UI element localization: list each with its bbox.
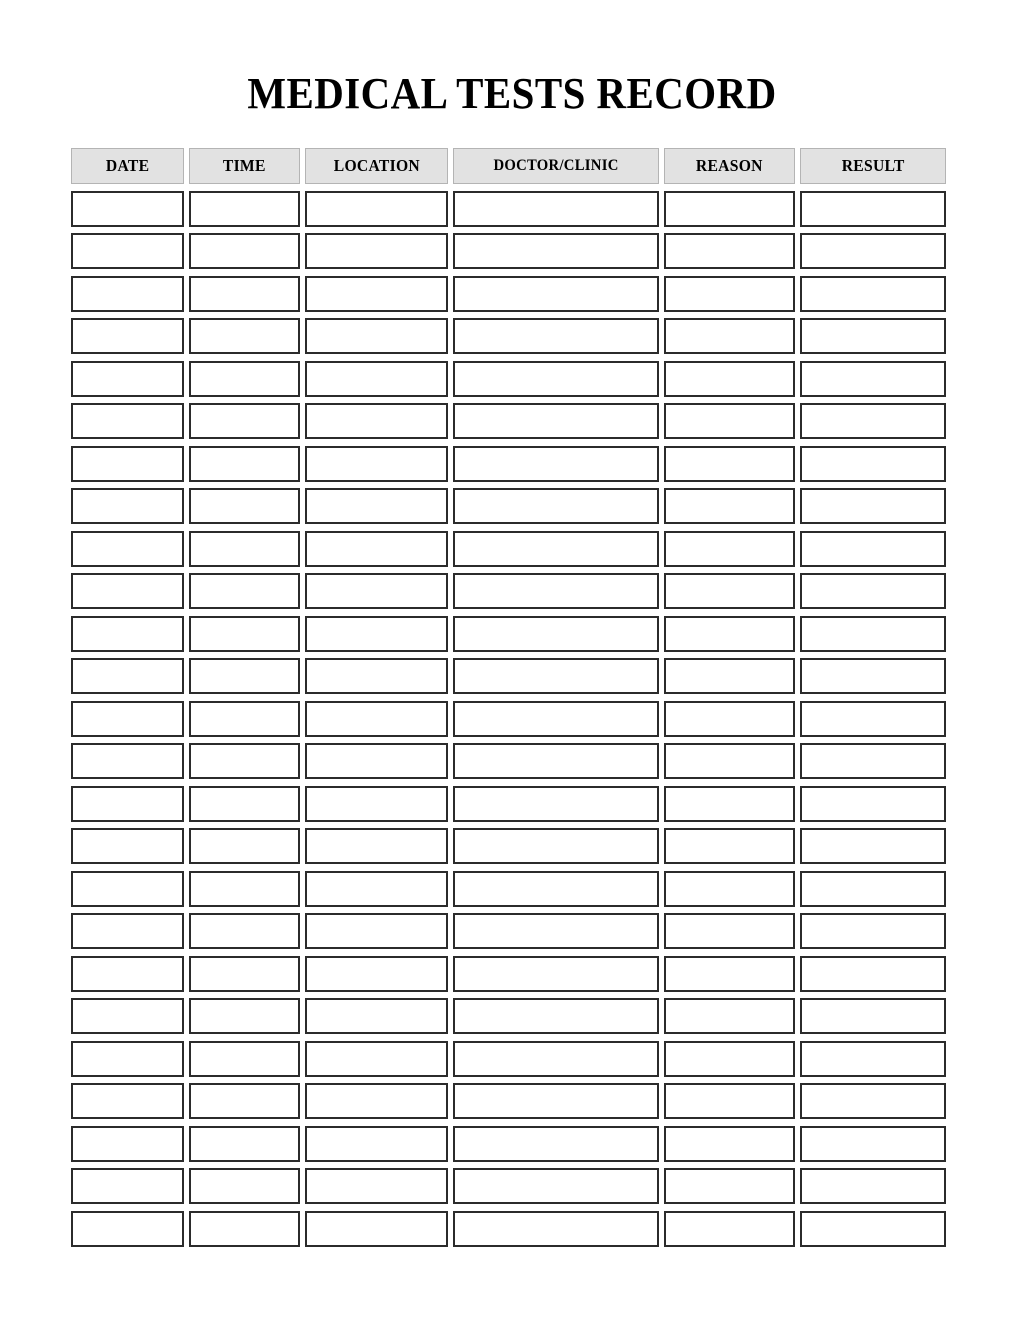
cell-doctor_clinic[interactable] — [453, 701, 659, 737]
cell-doctor_clinic[interactable] — [453, 616, 659, 652]
cell-doctor_clinic[interactable] — [453, 743, 659, 779]
cell-location[interactable] — [305, 616, 448, 652]
cell-reason[interactable] — [664, 318, 795, 354]
cell-reason[interactable] — [664, 616, 795, 652]
cell-doctor_clinic[interactable] — [453, 488, 659, 524]
cell-reason[interactable] — [664, 998, 795, 1034]
table-header-row — [71, 148, 946, 191]
cell-time[interactable] — [189, 446, 300, 482]
cell-date[interactable] — [71, 786, 184, 822]
table-row — [71, 1211, 946, 1254]
cell-doctor_clinic[interactable] — [453, 956, 659, 992]
table-row — [71, 403, 946, 446]
table-row — [71, 701, 946, 744]
cell-location[interactable] — [305, 446, 448, 482]
cell-time[interactable] — [189, 616, 300, 652]
cell-result[interactable] — [800, 1211, 946, 1247]
cell-reason[interactable] — [664, 913, 795, 949]
cell-time[interactable] — [189, 658, 300, 694]
cell-location[interactable] — [305, 276, 448, 312]
cell-date[interactable] — [71, 531, 184, 567]
cell-location[interactable] — [305, 998, 448, 1034]
cell-doctor_clinic[interactable] — [453, 828, 659, 864]
cell-reason[interactable] — [664, 1126, 795, 1162]
cell-time[interactable] — [189, 1211, 300, 1247]
cell-doctor_clinic[interactable] — [453, 531, 659, 567]
cell-reason[interactable] — [664, 828, 795, 864]
cell-doctor_clinic[interactable] — [453, 1168, 659, 1204]
cell-result[interactable] — [800, 1168, 946, 1204]
cell-result[interactable] — [800, 1083, 946, 1119]
cell-location[interactable] — [305, 913, 448, 949]
cell-reason[interactable] — [664, 1168, 795, 1204]
cell-result[interactable] — [800, 1126, 946, 1162]
cell-time[interactable] — [189, 743, 300, 779]
cell-doctor_clinic[interactable] — [453, 276, 659, 312]
cell-date[interactable] — [71, 1083, 184, 1119]
cell-doctor_clinic[interactable] — [453, 913, 659, 949]
cell-doctor_clinic[interactable] — [453, 1126, 659, 1162]
cell-date[interactable] — [71, 616, 184, 652]
cell-time[interactable] — [189, 1041, 300, 1077]
cell-reason[interactable] — [664, 233, 795, 269]
column-header-label: RESULT — [841, 156, 905, 175]
cell-result[interactable] — [800, 531, 946, 567]
cell-date[interactable] — [71, 743, 184, 779]
table-row — [71, 786, 946, 829]
cell-date[interactable] — [71, 956, 184, 992]
cell-location[interactable] — [305, 658, 448, 694]
cell-doctor_clinic[interactable] — [453, 871, 659, 907]
cell-date[interactable] — [71, 998, 184, 1034]
table-row — [71, 1083, 946, 1126]
cell-location[interactable] — [305, 573, 448, 609]
cell-date[interactable] — [71, 1041, 184, 1077]
cell-doctor_clinic[interactable] — [453, 318, 659, 354]
table-row — [71, 573, 946, 616]
cell-reason[interactable] — [664, 701, 795, 737]
cell-date[interactable] — [71, 701, 184, 737]
cell-location[interactable] — [305, 1211, 448, 1247]
cell-time[interactable] — [189, 573, 300, 609]
cell-doctor_clinic[interactable] — [453, 658, 659, 694]
cell-location[interactable] — [305, 488, 448, 524]
cell-doctor_clinic[interactable] — [453, 573, 659, 609]
cell-time[interactable] — [189, 488, 300, 524]
table-row — [71, 616, 946, 659]
cell-location[interactable] — [305, 701, 448, 737]
table-row — [71, 191, 946, 234]
table-row — [71, 446, 946, 489]
cell-location[interactable] — [305, 786, 448, 822]
cell-result[interactable] — [800, 403, 946, 439]
cell-doctor_clinic[interactable] — [453, 786, 659, 822]
cell-date[interactable] — [71, 361, 184, 397]
cell-reason[interactable] — [664, 403, 795, 439]
cell-location[interactable] — [305, 1041, 448, 1077]
cell-reason[interactable] — [664, 1083, 795, 1119]
cell-reason[interactable] — [664, 956, 795, 992]
cell-doctor_clinic[interactable] — [453, 191, 659, 227]
table-row — [71, 956, 946, 999]
table-row — [71, 1041, 946, 1084]
column-header-label: TIME — [223, 156, 266, 175]
cell-location[interactable] — [305, 318, 448, 354]
cell-time[interactable] — [189, 531, 300, 567]
column-header-doctor_clinic — [453, 148, 659, 184]
cell-time[interactable] — [189, 1083, 300, 1119]
cell-reason[interactable] — [664, 658, 795, 694]
cell-location[interactable] — [305, 403, 448, 439]
cell-time[interactable] — [189, 871, 300, 907]
cell-date[interactable] — [71, 446, 184, 482]
cell-date[interactable] — [71, 488, 184, 524]
column-header-label: DOCTOR/CLINIC — [493, 157, 619, 174]
cell-reason[interactable] — [664, 191, 795, 227]
cell-location[interactable] — [305, 956, 448, 992]
column-header-reason — [664, 148, 795, 184]
cell-result[interactable] — [800, 701, 946, 737]
cell-date[interactable] — [71, 828, 184, 864]
cell-time[interactable] — [189, 786, 300, 822]
cell-doctor_clinic[interactable] — [453, 1041, 659, 1077]
cell-reason[interactable] — [664, 1211, 795, 1247]
cell-location[interactable] — [305, 361, 448, 397]
cell-result[interactable] — [800, 871, 946, 907]
cell-reason[interactable] — [664, 1041, 795, 1077]
cell-date[interactable] — [71, 1126, 184, 1162]
cell-location[interactable] — [305, 531, 448, 567]
cell-location[interactable] — [305, 1168, 448, 1204]
cell-time[interactable] — [189, 403, 300, 439]
cell-result[interactable] — [800, 956, 946, 992]
column-header-label: REASON — [696, 156, 763, 175]
column-header-result — [800, 148, 946, 184]
cell-result[interactable] — [800, 913, 946, 949]
cell-time[interactable] — [189, 276, 300, 312]
cell-location[interactable] — [305, 871, 448, 907]
cell-date[interactable] — [71, 233, 184, 269]
cell-date[interactable] — [71, 913, 184, 949]
cell-location[interactable] — [305, 1126, 448, 1162]
table-row — [71, 828, 946, 871]
cell-location[interactable] — [305, 743, 448, 779]
cell-result[interactable] — [800, 573, 946, 609]
cell-time[interactable] — [189, 913, 300, 949]
table-row — [71, 913, 946, 956]
column-header-date — [71, 148, 184, 184]
cell-time[interactable] — [189, 1126, 300, 1162]
cell-result[interactable] — [800, 616, 946, 652]
cell-reason[interactable] — [664, 446, 795, 482]
cell-date[interactable] — [71, 318, 184, 354]
cell-date[interactable] — [71, 871, 184, 907]
cell-date[interactable] — [71, 1168, 184, 1204]
cell-doctor_clinic[interactable] — [453, 1083, 659, 1119]
table-row — [71, 276, 946, 319]
cell-result[interactable] — [800, 318, 946, 354]
medical-tests-table — [71, 148, 946, 1253]
cell-time[interactable] — [189, 1168, 300, 1204]
cell-reason[interactable] — [664, 573, 795, 609]
table-row — [71, 1168, 946, 1211]
cell-time[interactable] — [189, 701, 300, 737]
cell-location[interactable] — [305, 1083, 448, 1119]
cell-reason[interactable] — [664, 743, 795, 779]
page-title: MEDICAL TESTS RECORD — [247, 69, 777, 118]
cell-doctor_clinic[interactable] — [453, 403, 659, 439]
cell-doctor_clinic[interactable] — [453, 361, 659, 397]
cell-reason[interactable] — [664, 871, 795, 907]
cell-date[interactable] — [71, 658, 184, 694]
cell-result[interactable] — [800, 743, 946, 779]
column-header-label: LOCATION — [333, 156, 420, 175]
cell-date[interactable] — [71, 1211, 184, 1247]
cell-time[interactable] — [189, 191, 300, 227]
column-header-label: DATE — [105, 156, 150, 175]
table-row — [71, 1126, 946, 1169]
cell-doctor_clinic[interactable] — [453, 446, 659, 482]
cell-time[interactable] — [189, 318, 300, 354]
cell-time[interactable] — [189, 361, 300, 397]
table-row — [71, 531, 946, 574]
cell-doctor_clinic[interactable] — [453, 998, 659, 1034]
cell-result[interactable] — [800, 276, 946, 312]
cell-reason[interactable] — [664, 488, 795, 524]
cell-result[interactable] — [800, 233, 946, 269]
cell-result[interactable] — [800, 361, 946, 397]
cell-time[interactable] — [189, 998, 300, 1034]
cell-date[interactable] — [71, 191, 184, 227]
column-header-time — [189, 148, 300, 184]
cell-result[interactable] — [800, 828, 946, 864]
cell-reason[interactable] — [664, 361, 795, 397]
table-row — [71, 871, 946, 914]
cell-doctor_clinic[interactable] — [453, 233, 659, 269]
table-row — [71, 488, 946, 531]
cell-result[interactable] — [800, 488, 946, 524]
table-row — [71, 318, 946, 361]
cell-date[interactable] — [71, 573, 184, 609]
cell-date[interactable] — [71, 276, 184, 312]
cell-location[interactable] — [305, 191, 448, 227]
cell-time[interactable] — [189, 233, 300, 269]
cell-result[interactable] — [800, 191, 946, 227]
cell-reason[interactable] — [664, 786, 795, 822]
cell-time[interactable] — [189, 828, 300, 864]
table-row — [71, 361, 946, 404]
cell-result[interactable] — [800, 998, 946, 1034]
cell-reason[interactable] — [664, 531, 795, 567]
cell-result[interactable] — [800, 1041, 946, 1077]
cell-result[interactable] — [800, 446, 946, 482]
table-row — [71, 233, 946, 276]
cell-doctor_clinic[interactable] — [453, 1211, 659, 1247]
table-row — [71, 658, 946, 701]
cell-time[interactable] — [189, 956, 300, 992]
column-header-location — [305, 148, 448, 184]
cell-result[interactable] — [800, 658, 946, 694]
cell-location[interactable] — [305, 828, 448, 864]
table-row — [71, 998, 946, 1041]
table-row — [71, 743, 946, 786]
cell-location[interactable] — [305, 233, 448, 269]
cell-reason[interactable] — [664, 276, 795, 312]
cell-date[interactable] — [71, 403, 184, 439]
cell-result[interactable] — [800, 786, 946, 822]
